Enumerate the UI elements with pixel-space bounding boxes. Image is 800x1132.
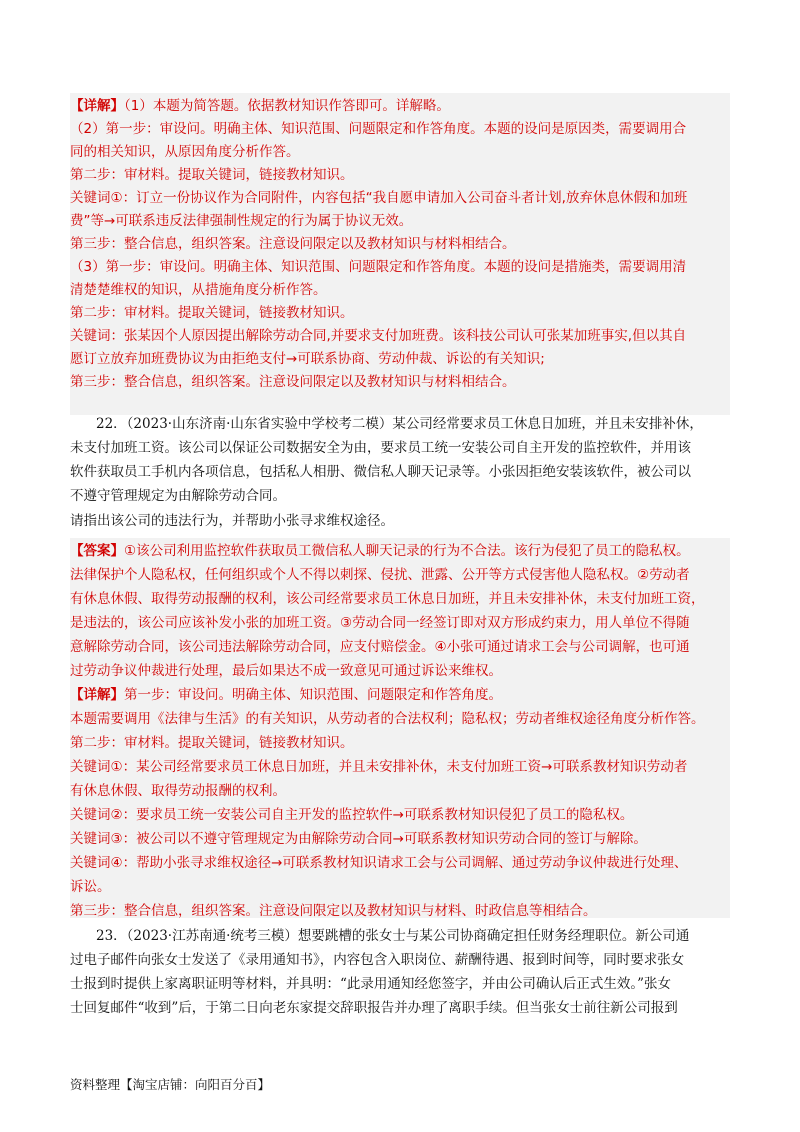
- explanation-line: 关键词④：帮助小张寻求维权途径→可联系教材知识请求工会与公司调解、通过劳动争议仲裁进行处理、: [70, 855, 688, 871]
- explanation-line: （3）第一步：审设问。明确主体、知识范围、问题限定和作答角度。本题的设问是措施类，需要调用清: [70, 259, 687, 275]
- explanation-line: 第三步：整合信息，组织答案。注意设问限定以及教材知识与材料相结合。: [70, 236, 516, 252]
- explanation-line: 关键词③：被公司以不遵守管理规定为由解除劳动合同→可联系教材知识劳动合同的签订与解除。: [70, 831, 647, 847]
- question-22-line: 不遵守管理规定为由解除劳动合同。: [70, 488, 286, 504]
- explanation-line: 【详解】第一步：审设问。明确主体、知识范围、问题限定和作答角度。: [70, 687, 502, 703]
- explanation-line: 第二步：审材料。提取关键词，链接教材知识。: [70, 167, 354, 183]
- answer-line: 【答案】①该公司利用监控软件获取员工微信私人聊天记录的行为不合法。该行为侵犯了员工的隐私权。: [70, 543, 690, 559]
- explanation-line: 清楚楚维权的知识，从措施角度分析作答。: [70, 282, 327, 298]
- question-22-prompt: 请指出该公司的违法行为，并帮助小张寻求维权途径。: [70, 513, 394, 529]
- explanation-tag: 【详解】: [70, 98, 124, 114]
- answer-line: 意解除劳动合同，该公司违法解除劳动合同，应支付赔偿金。④小张可通过请求工会与公司调解，也可通: [70, 639, 690, 655]
- explanation-line: 第三步：整合信息，组织答案。注意设问限定以及教材知识与材料相结合。: [70, 374, 516, 390]
- explanation-line: 关键词②：要求员工统一安装公司自主开发的监控软件→可联系教材知识侵犯了员工的隐私权。: [70, 807, 634, 823]
- explanation-line: （2）第一步：审设问。明确主体、知识范围、问题限定和作答角度。本题的设问是原因类，需要调用合: [70, 121, 687, 137]
- explanation-line: 第二步：审材料。提取关键词，链接教材知识。: [70, 735, 354, 751]
- explanation-line: 费”等→可联系违反法律强制性规定的行为属于协议无效。: [70, 213, 413, 229]
- question-22-line: 软件获取员工手机内各项信息，包括私人相册、微信私人聊天记录等。小张因拒绝安装该软件，被公司以: [70, 464, 691, 480]
- explanation-line: 第三步：整合信息，组织答案。注意设问限定以及教材知识与材料、时政信息等相结合。: [70, 903, 597, 919]
- explanation-tag: 【详解】: [70, 687, 124, 703]
- explanation-line: 愿订立放弃加班费协议为由拒绝支付→可联系协商、劳动仲裁、诉讼的有关知识;: [70, 351, 545, 367]
- explanation-line: 关键词①：订立一份协议作为合同附件，内容包括“我自愿申请加入公司奋斗者计划,放弃休息休假和加班: [70, 190, 688, 206]
- explanation-line: 诉讼。: [70, 879, 111, 895]
- question-23-line: 过电子邮件向张女士发送了《录用通知书》，内容包含入职岗位、薪酬待遇、报到时间等，同时要求张女: [70, 952, 685, 968]
- explanation-line: 关键词：张某因个人原因提出解除劳动合同,并要求支付加班费。该科技公司认可张某加班事实,但以其自: [70, 328, 687, 344]
- answer-line: 是违法的，该公司应该补发小张的加班工资。③劳动合同一经签订即对双方形成约束力，用人单位不得随: [70, 615, 690, 631]
- explanation-line: 有休息休假、取得劳动报酬的权利。: [70, 783, 286, 799]
- question-22-line: 22．（2023·山东济南·山东省实验中学校考二模）某公司经常要求员工休息日加班，并且未安排补休，: [96, 416, 703, 432]
- question-23-line: 23．（2023·江苏南通·统考三模）想要跳槽的张女士与某公司协商确定担任财务经理职位。新公司通: [96, 928, 690, 944]
- answer-line: 过劳动争议仲裁进行处理，最后如果达不成一致意见可通过诉讼来维权。: [70, 663, 502, 679]
- answer-tag: 【答案】: [70, 543, 124, 559]
- page-footer: 资料整理【淘宝店铺：向阳百分百】: [70, 1077, 271, 1092]
- question-23-line: 士回复邮件“收到”后，于第二日向老东家提交辞职报告并办理了离职手续。但当张女士前往新公司报到: [70, 1000, 678, 1016]
- explanation-line: 本题需要调用《法律与生活》的有关知识，从劳动者的合法权利；隐私权；劳动者维权途径角度分析作答。: [70, 711, 705, 727]
- explanation-line: 第二步：审材料。提取关键词，链接教材知识。: [70, 305, 354, 321]
- answer-line: 有休息休假、取得劳动报酬的权利，该公司经常要求员工休息日加班，并且未安排补休，未支付加班工资，: [70, 591, 705, 607]
- question-22-line: 未支付加班工资。该公司以保证公司数据安全为由，要求员工统一安装公司自主开发的监控软件，并用该: [70, 440, 691, 456]
- explanation-line: 关键词①：某公司经常要求员工休息日加班，并且未安排补休，未支付加班工资→可联系教材知识劳动者: [70, 759, 688, 775]
- explanation-line: 同的相关知识，从原因角度分析作答。: [70, 144, 300, 160]
- explanation-line: 【详解】（1）本题为简答题。依据教材知识作答即可。详解略。: [70, 98, 450, 114]
- question-23-line: 士报到时提供上家离职证明等材料，并具明：“此录用通知经您签字，并由公司确认后正式生效。”张女: [70, 976, 672, 992]
- answer-line: 法律保护个人隐私权，任何组织或个人不得以刺探、侵扰、泄露、公开等方式侵害他人隐私权。②劳动者: [70, 567, 690, 583]
